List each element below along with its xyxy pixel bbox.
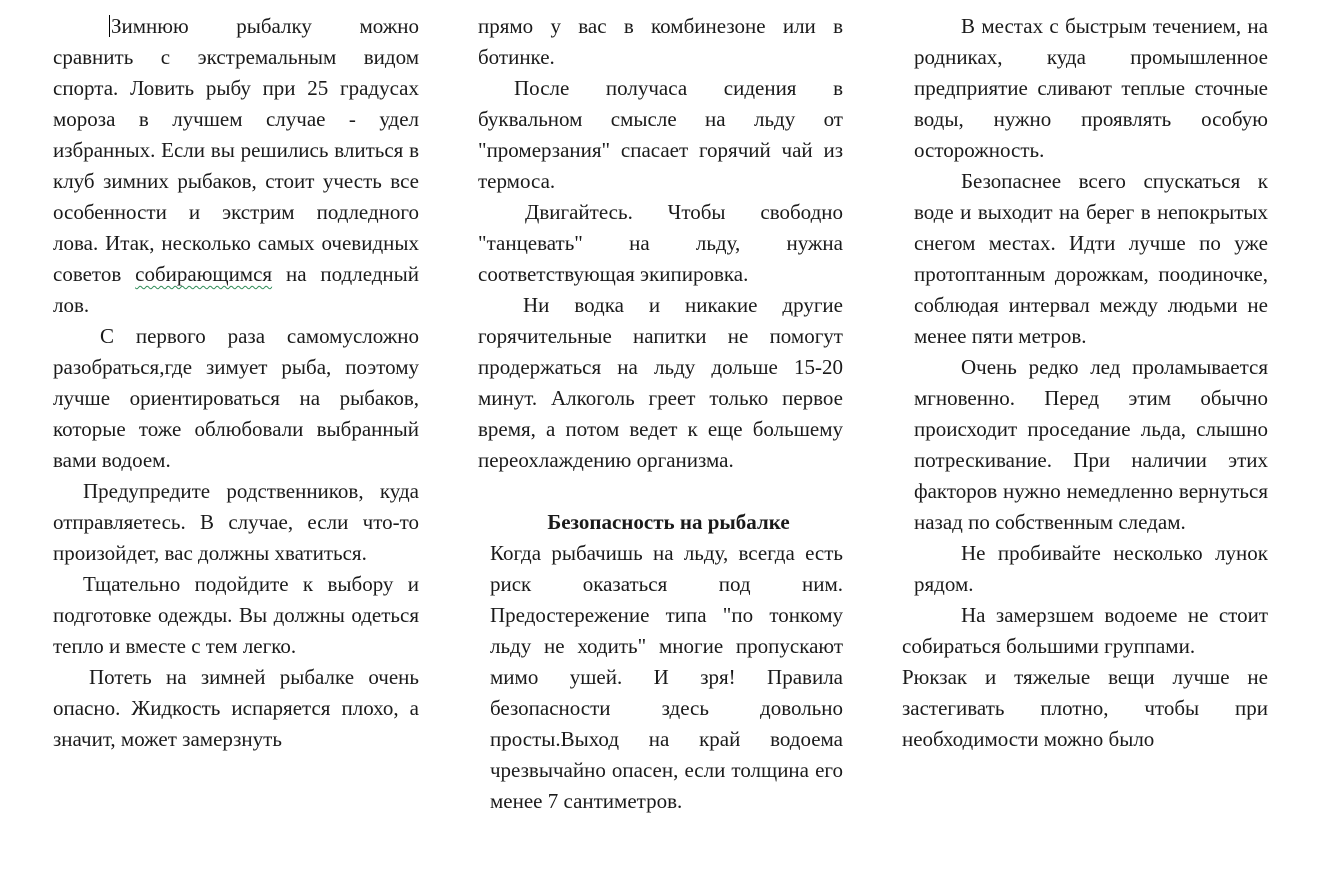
paragraph-move: Двигайтесь. Чтобы свободно "танцевать" на льду, нужна соответствующая экипировка. — [478, 200, 843, 286]
paragraph-fast-current: В местах с быстрым течением, на родниках, куда промышленное предприятие сливают теплые сточные воды, нужно проявлять особую осторожность. — [914, 14, 1268, 162]
paragraph-ice-breaking: Очень редко лед проламывается мгновенно. Перед этим обычно происходит проседание льда, слышно потрескивание. При наличии этих факторов нужно немедленно вернуться назад по собственным следам. — [914, 355, 1268, 534]
paragraph-sweating: Потеть на зимней рыбалке очень опасно. Жидкость испаряется плохо, а значит, может замерзнуть — [53, 665, 419, 751]
section-heading: Безопасность на рыбалке — [547, 510, 790, 534]
paragraph-intro — [53, 11, 419, 321]
paragraph-alcohol: Ни водка и никакие другие горячительные напитки не помогут продержаться на льду дольше 15-20 минут. Алкоголь греет только первое время, а потом ведет к еще большему переохлаждению организма. — [478, 293, 843, 472]
column-2 — [478, 11, 843, 817]
blank-line — [478, 476, 843, 507]
paragraph-warn-relatives: Предупредите родственников, куда отправляетесь. В случае, если что-то произойдет, вас должны хватиться. — [53, 479, 419, 565]
column-3 — [902, 11, 1268, 755]
paragraph-intro-end: на подледный лов. — [53, 262, 420, 317]
paragraph-holes: Не пробивайте несколько лунок рядом. — [914, 541, 1268, 596]
paragraph-safe-descent: Безопаснее всего спускаться к воде и выходит на берег в непокрытых снегом местах. Идти лучше по уже протоптанным дорожкам, поодиночке, соблюдая интервал между людьми не менее пяти метров. — [914, 169, 1268, 348]
paragraph-groups: На замерзшем водоеме не стоит собираться большими группами. — [902, 603, 1268, 658]
paragraph-where-fish: С первого раза самомусложно разобраться,где зимует рыба, поэтому лучше ориентироваться на рыбаков, которые тоже облюбовали выбранный вами водоем. — [53, 324, 419, 472]
paragraph-hot-tea: После получаса сидения в буквальном смысле на льду от "промерзания" спасает горячий чай из термоса. — [478, 76, 843, 193]
spellcheck-underlined-word: собирающимся — [135, 262, 273, 286]
column-1 — [53, 11, 419, 755]
paragraph-intro-start: Зимнюю рыбалку можно сравнить с экстремальным видом спорта. Ловить рыбу при 25 градусах мороза в лучшем случае - удел избранных. Если вы решились влиться в клуб зимних рыбаков, стоит учесть все особенности и экстрим подледного лова. Итак, несколько самых очевидных советов — [53, 14, 419, 286]
text-cursor — [109, 15, 110, 37]
paragraph-continuation: прямо у вас в комбинезоне или в ботинке. — [478, 14, 843, 69]
paragraph-backpack: Рюкзак и тяжелые вещи лучше не застегивать плотно, чтобы при необходимости можно было — [902, 665, 1268, 751]
paragraph-clothing: Тщательно подойдите к выбору и подготовке одежды. Вы должны одеться тепло и вместе с тем легко. — [53, 572, 419, 658]
paragraph-ice-risk: Когда рыбачишь на льду, всегда есть риск оказаться под ним. Предостережение типа "по тонкому льду не ходить" многие пропускают мимо ушей. И зря! Правила безопасности здесь довольно просты.Выход на край водоема чрезвычайно опасен, если толщина его менее 7 сантиметров. — [490, 541, 843, 813]
